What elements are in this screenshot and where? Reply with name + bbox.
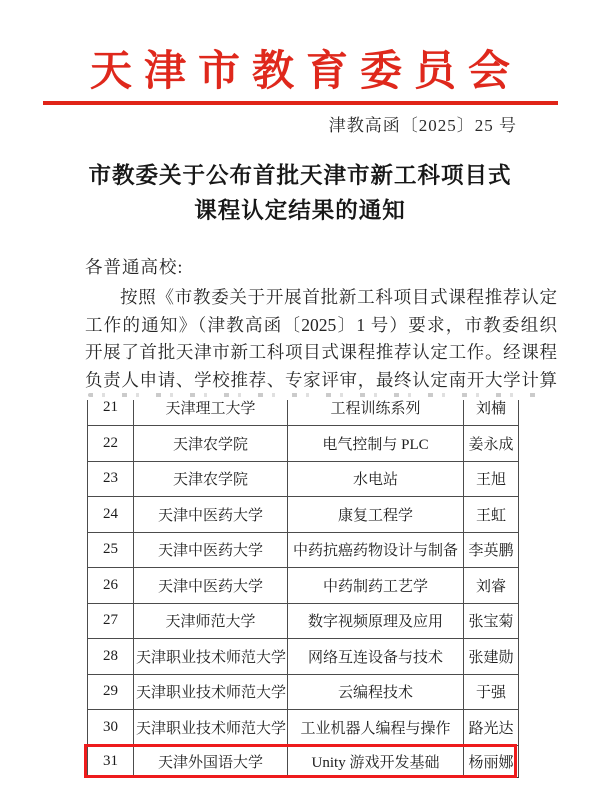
university-cell: 天津师范大学 [134,603,288,639]
row-number-cell: 23 [88,461,134,497]
leader-cell: 张宝菊 [464,603,519,639]
row-number-cell: 24 [88,497,134,533]
results-table-region [87,400,519,778]
leader-cell: 李英鹏 [464,532,519,568]
leader-cell: 王旭 [464,461,519,497]
row-number-cell: 29 [88,674,134,710]
leader-cell: 路光达 [464,710,519,746]
document-number: 津教高函〔2025〕25 号 [328,116,517,135]
row-number-cell: 31 [88,745,134,778]
leader-cell: 刘睿 [464,568,519,604]
table-row [88,710,519,746]
university-cell: 天津职业技术师范大学 [134,674,288,710]
university-cell: 天津职业技术师范大学 [134,710,288,746]
course-cell: 水电站 [288,461,464,497]
university-cell: 天津外国语大学 [134,745,288,778]
course-cell: 康复工程学 [288,497,464,533]
course-cell: 中药制药工艺学 [288,568,464,604]
university-cell: 天津职业技术师范大学 [134,639,288,675]
leader-cell: 姜永成 [464,426,519,462]
university-cell: 天津理工大学 [134,400,288,426]
body-paragraph [85,284,557,394]
salutation: 各普通高校: [85,257,184,277]
table-row [88,461,519,497]
table-row [88,568,519,604]
body-line: 开展了首批天津市新工科项目式课程推荐认定工作。经课程 [85,342,557,362]
course-cell: 网络互连设备与技术 [288,639,464,675]
row-number-cell: 21 [88,400,134,426]
university-cell: 天津中医药大学 [134,497,288,533]
table-row-highlighted [88,745,519,778]
course-cell: Unity 游戏开发基础 [288,745,464,778]
notice-title-line1: 市教委关于公布首批天津市新工科项目式 [88,163,512,188]
leader-cell: 于强 [464,674,519,710]
results-table [87,400,519,778]
leader-cell: 杨丽娜 [464,745,519,778]
row-number-cell: 22 [88,426,134,462]
table-row [88,400,519,426]
row-number-cell: 28 [88,639,134,675]
table-row [88,674,519,710]
leader-cell: 刘楠 [464,400,519,426]
row-number-cell: 26 [88,568,134,604]
body-line: 负责人申请、学校推荐、专家评审，最终认定南开大学计算 [85,369,557,390]
university-cell: 天津中医药大学 [134,532,288,568]
university-cell: 天津农学院 [134,426,288,462]
course-cell: 工程训练系列 [288,400,464,426]
course-cell: 云编程技术 [288,674,464,710]
course-cell: 数字视频原理及应用 [288,603,464,639]
body-line: 工作的通知》（津教高函〔2025〕1 号）要求，市教委组织 [85,314,557,335]
row-number-cell: 25 [88,532,134,568]
row-number-cell: 30 [88,710,134,746]
leader-cell: 张建勋 [464,639,519,675]
notice-title-line2: 课程认定结果的通知 [194,198,406,223]
university-cell: 天津中医药大学 [134,568,288,604]
table-row [88,497,519,533]
university-cell: 天津农学院 [134,461,288,497]
leader-cell: 王虹 [464,497,519,533]
course-cell: 电气控制与 PLC [288,426,464,462]
table-row [88,639,519,675]
red-divider-rule [43,101,558,105]
course-cell: 工业机器人编程与操作 [288,710,464,746]
body-line: 按照《市教委关于开展首批新工科项目式课程推荐认定 [120,287,557,307]
course-cell: 中药抗癌药物设计与制备 [288,532,464,568]
table-row [88,532,519,568]
table-row [88,603,519,639]
table-row [88,426,519,462]
clipped-text-artifact [88,393,543,397]
row-number-cell: 27 [88,603,134,639]
letterhead-title: 天津市教育委员会 [89,49,522,95]
